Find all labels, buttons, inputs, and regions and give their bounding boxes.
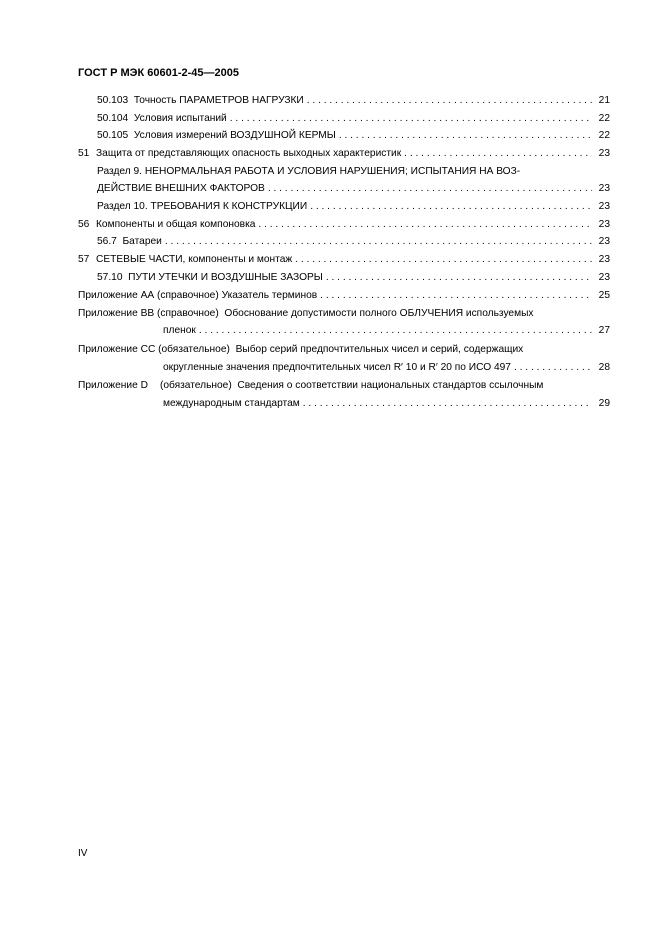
appendix-type: (обязательное) [159,380,232,391]
toc-text: Обоснование допустимости полного ОБЛУЧЕНИЯ используемых [224,308,534,319]
toc-text: Приложение АА (справочное) Указатель терминов [78,290,318,301]
toc-page: 23 [598,236,610,247]
toc-entry [78,218,610,231]
toc-text-line [78,343,523,356]
leader-dots [404,147,592,160]
toc-page: 29 [598,398,610,409]
leader-dots [307,94,592,107]
leader-dots [199,324,592,337]
toc-entry [163,324,610,337]
toc-text: СЕТЕВЫЕ ЧАСТИ, компоненты и монтаж [96,254,293,265]
appendix-label: Приложение D [78,380,148,391]
toc-text-line [78,379,543,392]
toc-entry [97,182,610,195]
toc-page: 23 [598,219,610,230]
toc-text: ДЕЙСТВИЕ ВНЕШНИХ ФАКТОРОВ [97,183,265,194]
toc-page: 22 [598,130,610,141]
document-header: ГОСТ Р МЭК 60601-2-45—2005 [78,67,239,79]
toc-entry [97,235,610,248]
leader-dots [230,112,592,125]
toc-number: 50.105 [97,130,129,141]
toc-text: Точность ПАРАМЕТРОВ НАГРУЗКИ [133,95,304,106]
toc-entry [97,200,610,213]
toc-page: 23 [598,272,610,283]
toc-page: 21 [598,95,610,106]
toc-text: ПУТИ УТЕЧКИ И ВОЗДУШНЫЕ ЗАЗОРЫ [128,272,323,283]
leader-dots [339,129,592,142]
page-number: IV [78,848,88,859]
toc-number: 57.10 [97,272,123,283]
leader-dots [295,253,592,266]
toc-entry [163,397,610,410]
toc-entry [78,289,610,302]
toc-entry [163,361,610,374]
toc-number: 51 [78,148,90,159]
toc-text: Защита от представляющих опасность выходных характеристик [96,148,402,159]
leader-dots [303,397,592,410]
toc-page: 23 [598,183,610,194]
toc-text: Условия измерений ВОЗДУШНОЙ КЕРМЫ [133,130,336,141]
appendix-label: Приложение СС (обязательное) [78,344,230,355]
toc-entry [78,147,610,160]
toc-number: 50.104 [97,113,129,124]
toc-text: пленок [163,325,196,336]
toc-page: 23 [598,148,610,159]
toc-text: Компоненты и общая компоновка [96,219,256,230]
toc-text: Условия испытаний [133,113,227,124]
toc-text: Выбор серий предпочтительных чисел и серий, содержащих [235,344,524,355]
toc-entry [78,253,610,266]
toc-text: Батареи [122,236,162,247]
leader-dots [310,200,592,213]
toc-page: 23 [598,201,610,212]
leader-dots [320,289,592,302]
toc-page: 23 [598,254,610,265]
toc-text-line [78,307,534,320]
leader-dots [514,361,592,374]
toc-text-line: Раздел 9. НЕНОРМАЛЬНАЯ РАБОТА И УСЛОВИЯ НАРУШЕНИЯ; ИСПЫТАНИЯ НА ВОЗ- [97,166,521,177]
toc-page: 22 [598,113,610,124]
toc-number: 56.7 [97,236,117,247]
leader-dots [326,271,592,284]
toc-page: 25 [598,290,610,301]
toc-number: 56 [78,219,90,230]
toc-number: 50.103 [97,95,129,106]
appendix-label: Приложение ВВ (справочное) [78,308,219,319]
leader-dots [165,235,592,248]
toc-text: Раздел 10. ТРЕБОВАНИЯ К КОНСТРУКЦИИ [97,201,308,212]
toc-text: округленные значения предпочтительных чисел R′ 10 и R′ 20 по ИСО 497 [163,362,511,373]
toc-entry [97,94,610,107]
toc-entry [97,112,610,125]
toc-page: 27 [598,325,610,336]
toc-text: международным стандартам [163,398,300,409]
toc-text: Сведения о соответствии национальных стандартов ссылочным [237,380,544,391]
toc-number: 57 [78,254,90,265]
toc-entry [97,129,610,142]
leader-dots [268,182,592,195]
toc-page: 28 [598,362,610,373]
leader-dots [258,218,592,231]
toc-entry [97,271,610,284]
